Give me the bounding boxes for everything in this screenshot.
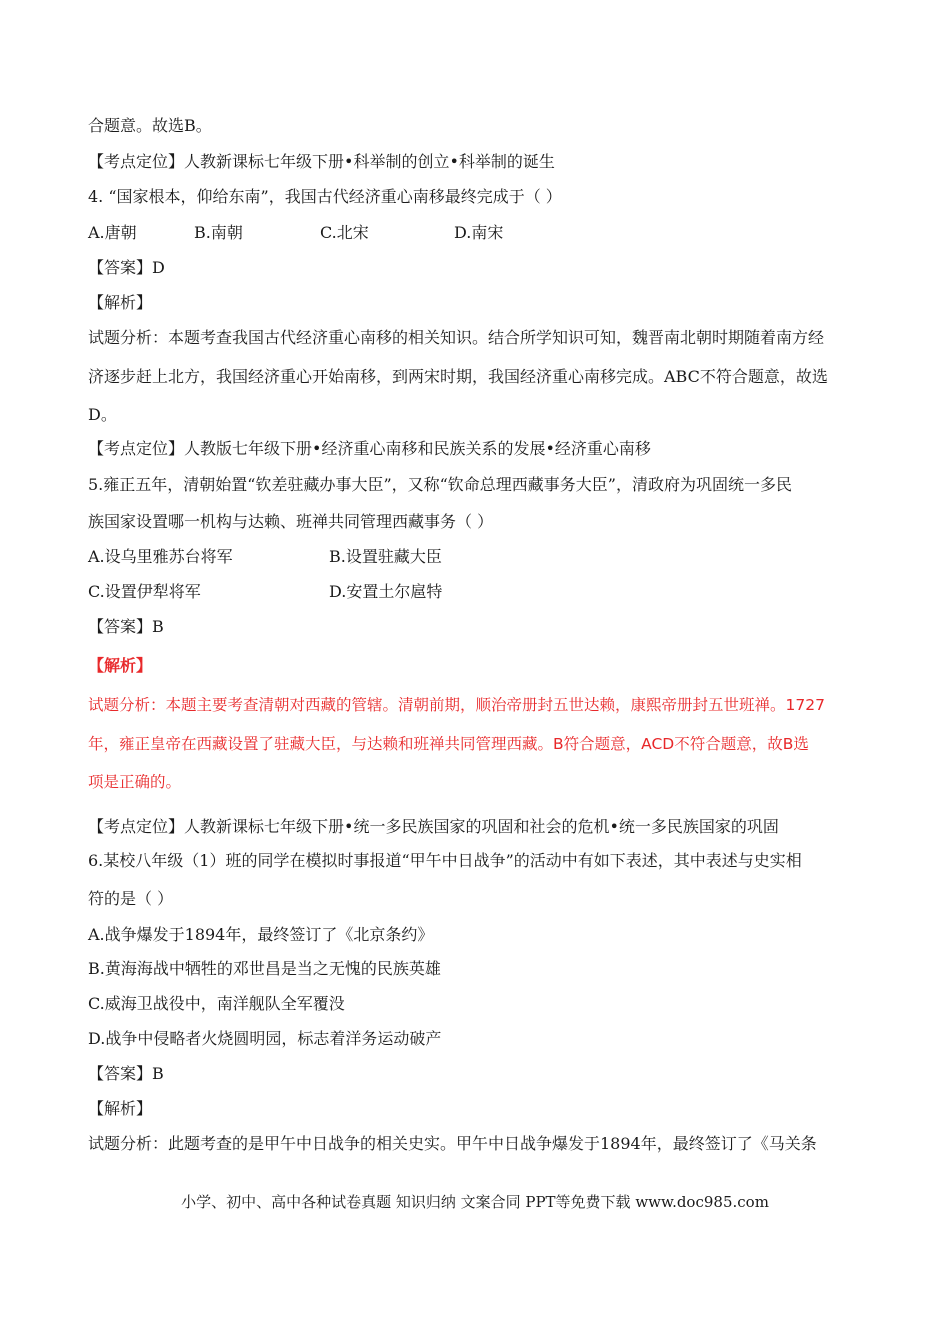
q5-option-c: C.设置伊犁将军 (88, 582, 201, 601)
q4-analysis-line: 济逐步赶上北方，我国经济重心开始南移，到两宋时期，我国经济重心南移完成。ABC不符合题意，故选 (88, 367, 828, 386)
q4-analysis-line: 试题分析：本题考查我国古代经济重心南移的相关知识。结合所学知识可知，魏晋南北朝时期随着南方经 (88, 328, 825, 347)
q5-analysis-heading: 【解析】 (88, 656, 153, 675)
question-5: 5.雍正五年，清朝始置“钦差驻藏办事大臣”，又称“钦命总理西藏事务大臣”，清政府为巩固统一多民 (88, 475, 792, 494)
q6-answer: 【答案】B (88, 1064, 164, 1083)
q4-option-b: B.南朝 (194, 223, 243, 242)
q4-option-d: D.南宋 (454, 223, 504, 242)
q4-analysis-line: D。 (88, 405, 117, 424)
q5-analysis-line: 项是正确的。 (88, 773, 182, 791)
q4-analysis-heading: 【解析】 (88, 293, 153, 312)
text-line: 合题意。故选B。 (88, 116, 212, 135)
question-6: 6.某校八年级（1）班的同学在模拟时事报道“甲午中日战争”的活动中有如下表述，其中表述与史实相 (88, 851, 802, 870)
q4-topic-location: 【考点定位】人教版七年级下册•经济重心南移和民族关系的发展•经济重心南移 (88, 439, 651, 458)
q5-option-b: B.设置驻藏大臣 (329, 547, 442, 566)
page-footer: 小学、初中、高中各种试卷真题 知识归纳 文案合同 PPT等免费下载 www.doc985.com (181, 1193, 769, 1211)
q6-option-c: C.威海卫战役中，南洋舰队全军覆没 (88, 994, 345, 1013)
q6-option-d: D.战争中侵略者火烧圆明园，标志着洋务运动破产 (88, 1029, 442, 1048)
question-4: 4. “国家根本，仰给东南”，我国古代经济重心南移最终完成于（ ） (88, 187, 562, 206)
topic-location: 【考点定位】人教新课标七年级下册•科举制的创立•科举制的诞生 (88, 152, 555, 171)
q5-analysis-line: 年，雍正皇帝在西藏设置了驻藏大臣，与达赖和班禅共同管理西藏。B符合题意，ACD不符合题意，故B选 (88, 735, 809, 753)
q5-analysis-line: 试题分析：本题主要考查清朝对西藏的管辖。清朝前期，顺治帝册封五世达赖，康熙帝册封五世班禅。1727 (88, 696, 825, 714)
q5-option-a: A.设乌里雅苏台将军 (88, 547, 233, 566)
q6-option-a: A.战争爆发于1894年，最终签订了《北京条约》 (88, 925, 434, 944)
q5-answer: 【答案】B (88, 617, 164, 636)
question-5-cont: 族国家设置哪一机构与达赖、班禅共同管理西藏事务（ ） (88, 512, 494, 531)
q6-option-b: B.黄海海战中牺牲的邓世昌是当之无愧的民族英雄 (88, 959, 441, 978)
q5-option-d: D.安置土尔扈特 (329, 582, 443, 601)
question-6-cont: 符的是（ ） (88, 889, 174, 908)
q6-analysis-line: 试题分析：此题考查的是甲午中日战争的相关史实。甲午中日战争爆发于1894年，最终签订了《马关条 (88, 1134, 817, 1153)
q4-option-a: A.唐朝 (88, 223, 137, 242)
q4-answer: 【答案】D (88, 258, 165, 277)
q5-topic-location: 【考点定位】人教新课标七年级下册•统一多民族国家的巩固和社会的危机•统一多民族国家的巩固 (88, 817, 779, 836)
q4-option-c: C.北宋 (320, 223, 369, 242)
q6-analysis-heading: 【解析】 (88, 1099, 153, 1118)
